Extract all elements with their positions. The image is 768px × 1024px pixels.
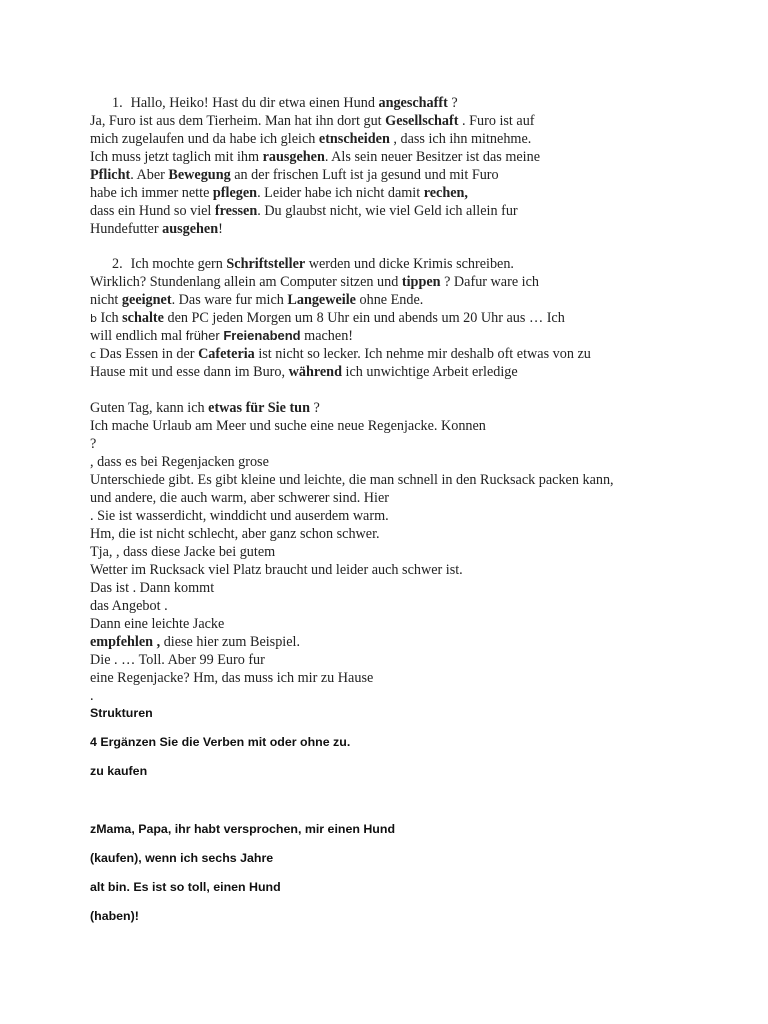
bold-answer: empfehlen , [90, 634, 161, 650]
exercise-example: zu kaufen [90, 764, 148, 778]
s1-line-7 [90, 220, 223, 238]
bold-answer: rausgehen [262, 149, 325, 165]
text: Unterschiede gibt. Es gibt kleine und leichte, die man schnell in den Rucksack packen kann, [90, 472, 614, 488]
s3-line-14 [90, 651, 265, 669]
text: Wirklich? Stundenlang allein am Computer sitzen und [90, 274, 402, 290]
bold-answer: ausgehen [162, 221, 219, 237]
s3-line-1 [90, 417, 486, 435]
text: Hundefutter [90, 221, 163, 237]
text: , dass ich ihn mitnehme. [389, 131, 532, 147]
text: . Als sein neuer Besitzer ist das meine [324, 149, 541, 165]
s2-line-b2 [90, 327, 353, 345]
text: ist nicht so lecker. Ich nehme mir deshalb oft etwas von zu [254, 346, 591, 362]
bold-answer: Schriftsteller [226, 256, 306, 272]
s1-line-6 [90, 202, 518, 220]
s3-line-2 [90, 435, 96, 453]
exercise-line-4: (haben)! [90, 909, 139, 923]
bold-answer: Cafeteria [198, 346, 255, 362]
s1-line-3 [90, 148, 540, 166]
text: . Leider habe ich nicht damit [257, 185, 424, 201]
text: Guten Tag, kann ich [90, 400, 209, 416]
s2-line-b [90, 309, 565, 327]
s2-line-a [90, 273, 539, 291]
exercise-line-2: (kaufen), wenn ich sechs Jahre [90, 851, 274, 865]
text: werden und dicke Krimis schreiben. [305, 256, 514, 272]
bold-answer: pflegen [212, 185, 258, 201]
bold-answer: schalte [122, 310, 164, 326]
text: Ich muss jetzt taglich mit ihm [90, 149, 263, 165]
s3-line-9 [90, 561, 463, 579]
s1-line-4 [90, 166, 499, 184]
text: diese hier zum Beispiel. [160, 634, 301, 650]
text: will endlich mal [90, 328, 186, 344]
s1-question [112, 94, 458, 112]
text: Hause mit und esse dann im Buro, [90, 364, 289, 380]
text: . Furo ist auf [458, 113, 535, 129]
s3-line-10 [90, 579, 214, 597]
bold-answer: geeignet [121, 292, 172, 308]
exercise-instruction: 4 Ergänzen Sie die Verben mit oder ohne zu. [90, 735, 351, 749]
text: Die . … Toll. Aber 99 Euro fur [90, 652, 265, 668]
text: . Aber [130, 167, 169, 183]
text: Ich mochte gern [130, 256, 227, 272]
bullet-glyph: c [90, 348, 100, 361]
text: das Angebot . [90, 598, 168, 614]
bold-answer: etwas für Sie tun [208, 400, 310, 416]
text: Ich [100, 310, 123, 326]
text: den PC jeden Morgen um 8 Uhr ein und abends um 20 Uhr aus … Ich [163, 310, 565, 326]
list-number: 2. [112, 256, 123, 272]
text: mich zugelaufen und da habe ich gleich [90, 131, 319, 147]
exercise-line-3: alt bin. Es ist so toll, einen Hund [90, 880, 281, 894]
bold-answer: Pflicht [90, 167, 131, 183]
text: Hallo, Heiko! Hast du dir etwa einen Hund [130, 95, 379, 111]
text: Das Essen in der [99, 346, 199, 362]
s3-line-3 [90, 453, 269, 471]
text: . Sie ist wasserdicht, winddicht und auserdem warm. [90, 508, 389, 524]
text: ! [218, 221, 223, 237]
s2-line-a2 [90, 291, 423, 309]
text: ohne Ende. [355, 292, 424, 308]
text: Das ist . Dann kommt [90, 580, 215, 596]
s1-line-2 [90, 130, 531, 148]
s3-line-8 [90, 543, 275, 561]
text: Ja, Furo ist aus dem Tierheim. Man hat ihn dort gut [90, 113, 386, 129]
text: dass ein Hund so viel [90, 203, 215, 219]
s3-line-13 [90, 633, 300, 651]
text: Tja, , dass diese Jacke bei gutem [90, 544, 276, 560]
s3-line-5 [90, 489, 389, 507]
text: . Du glaubst nicht, wie viel Geld ich allein fur [257, 203, 518, 219]
s3-greeting [90, 399, 320, 417]
s2-question [112, 255, 514, 273]
s1-line-1 [90, 112, 535, 130]
list-number: 1. [112, 95, 123, 111]
text: Wetter im Rucksack viel Platz braucht und leider auch schwer ist. [90, 562, 463, 578]
s3-line-4 [90, 471, 614, 489]
section-heading: Strukturen [90, 706, 153, 720]
text: ? [447, 95, 458, 111]
s3-line-12 [90, 615, 224, 633]
s2-line-c [90, 345, 591, 363]
s3-line-16 [90, 687, 94, 705]
s3-line-15 [90, 669, 373, 687]
text: ? [90, 436, 97, 452]
bold-answer: tippen [401, 274, 441, 290]
text: und andere, die auch warm, aber schwerer sind. Hier [90, 490, 389, 506]
text: ich unwichtige Arbeit erledige [341, 364, 518, 380]
text: eine Regenjacke? Hm, das muss ich mir zu Hause [90, 670, 374, 686]
bold-answer: angeschafft [378, 95, 448, 111]
text: nicht [90, 292, 122, 308]
s2-line-c2 [90, 363, 518, 381]
bold-answer: Gesellschaft [385, 113, 459, 129]
bold-answer: während [288, 364, 342, 380]
s3-line-11 [90, 597, 168, 615]
text: an der frischen Luft ist ja gesund und mit Furo [230, 167, 499, 183]
bullet-glyph: b [90, 312, 101, 325]
bold-answer: Freienabend [223, 328, 301, 343]
text: Ich mache Urlaub am Meer und suche eine neue Regenjacke. Konnen [90, 418, 486, 434]
s1-line-5 [90, 184, 468, 202]
s3-line-6 [90, 507, 389, 525]
text: . Das ware fur mich [171, 292, 288, 308]
bold-answer: Langeweile [287, 292, 356, 308]
text: Dann eine leichte Jacke [90, 616, 225, 632]
bold-answer: rechen, [423, 185, 468, 201]
text: Hm, die ist nicht schlecht, aber ganz schon schwer. [90, 526, 380, 542]
bold-answer: fressen [214, 203, 258, 219]
text: machen! [300, 328, 354, 344]
s3-line-7 [90, 525, 380, 543]
text: ? [309, 400, 320, 416]
text: ? Dafur ware ich [440, 274, 539, 290]
text: habe ich immer nette [90, 185, 213, 201]
text: . [90, 688, 94, 704]
text: , dass es bei Regenjacken grose [90, 454, 269, 470]
bold-answer: etnscheiden [318, 131, 390, 147]
bold-answer: Bewegung [168, 167, 231, 183]
text: früher [185, 328, 224, 343]
exercise-line-1: zMama, Papa, ihr habt versprochen, mir einen Hund [90, 822, 396, 836]
